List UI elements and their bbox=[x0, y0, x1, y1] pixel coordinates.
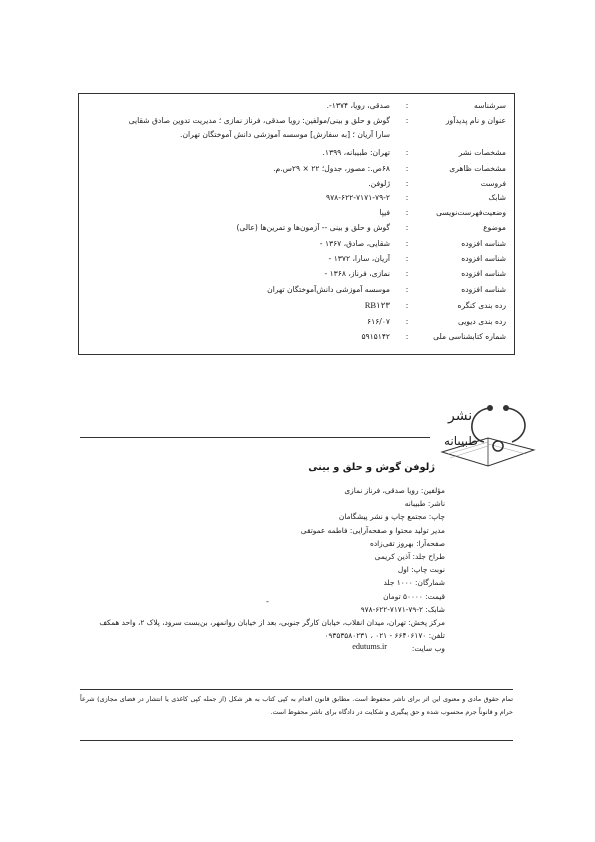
cip-label: مشخصات نشر bbox=[458, 148, 506, 157]
publisher-divider-line bbox=[80, 437, 430, 438]
cip-colon: : bbox=[405, 239, 409, 248]
cip-value: صدقی، رویا، ۱۳۷۴-. bbox=[326, 101, 390, 110]
credit-line: قیمت: ۵۰۰۰۰ تومان bbox=[383, 591, 445, 601]
cip-colon: : bbox=[405, 179, 409, 188]
credit-line: شمارگان: ۱۰۰۰ جلد bbox=[383, 578, 445, 588]
cip-row bbox=[79, 128, 514, 141]
cip-row bbox=[79, 191, 514, 204]
cip-value: موسسه آموزشی دانش‌آموختگان تهران bbox=[267, 285, 390, 294]
dash-mark: - bbox=[266, 597, 269, 606]
cip-value: تهران: طبیبانه، ۱۳۹۹. bbox=[322, 148, 390, 157]
credit-line: چاپ: مجتمع چاپ و نشر پیشگامان bbox=[338, 512, 445, 522]
cip-colon: : bbox=[405, 208, 409, 217]
cip-value: ۶۱۶/۰۷ bbox=[367, 317, 390, 326]
cip-colon: : bbox=[405, 301, 409, 310]
cip-label: شناسه افزوده bbox=[461, 269, 506, 278]
cip-value: ۵۹۱۵۱۴۲ bbox=[361, 332, 390, 341]
cip-colon: : bbox=[405, 116, 409, 125]
cip-value: سارا آریان ؛ [به سفارش] موسسه آموزشی دانش آموختگان تهران. bbox=[180, 130, 390, 139]
cip-value: ژلوفن. bbox=[368, 179, 390, 188]
cip-row bbox=[79, 146, 514, 159]
cip-colon: : bbox=[405, 269, 409, 278]
cip-colon: : bbox=[405, 285, 409, 294]
logo-text-tabibane: طبیبانه bbox=[444, 434, 478, 448]
logo-text-nashr: نشر bbox=[448, 408, 473, 424]
cip-row bbox=[79, 315, 514, 328]
cip-colon: : bbox=[405, 101, 409, 110]
credit-line: تلفن: ۶۶۴۰۶۱۷۰ - ۰۲۱ ، ۰۹۳۵۳۵۸۰۲۳۱ bbox=[324, 631, 445, 641]
cip-value: گوش و حلق و بینی/مولفین: رویا صدقی، فرناز نمازی ؛ مدیریت تدوین صادق شقایی bbox=[128, 116, 390, 125]
cip-label: وضعیت‌فهرست‌نویسی bbox=[436, 208, 506, 217]
cip-value: RB۱۲۳ bbox=[364, 300, 390, 310]
copyright-notice: تمام حقوق مادی و معنوی این اثر برای ناشر محفوظ است. مطابق قانون اقدام به کپی کتاب به هر شکل (از جمله کپی کاغذی یا انتشار در فضای مجازی) شرعاً حرام و قانوناً جرم محسوب شده و حق پیگیری و شکایت در دادگاه برای ناشر محفوظ است. bbox=[80, 695, 513, 716]
cip-label: عنوان و نام پدیدآور bbox=[445, 116, 506, 125]
cip-label: رده بندی دیویی bbox=[457, 317, 506, 326]
cip-value: ۹۷۸-۶۲۲-۷۱۷۱-۷۹-۲ bbox=[326, 193, 390, 202]
cip-row bbox=[79, 299, 514, 312]
credit-line: مرکز پخش: تهران، میدان انقلاب، خیابان کارگر جنوبی، بعد از خیابان روانمهر، بن‌بست سرود، پلاک ۲، واحد همکف bbox=[99, 618, 445, 627]
cip-row bbox=[79, 252, 514, 265]
cip-label: شناسه افزوده bbox=[461, 254, 506, 263]
credit-line: ناشر: طبیبانه bbox=[404, 499, 445, 509]
cip-value: گوش و حلق و بینی -- آزمون‌ها و تمرین‌ها (عالی) bbox=[236, 223, 390, 232]
cataloging-box bbox=[78, 93, 515, 355]
cip-value: آریان، سارا، ۱۳۷۲ - bbox=[328, 254, 390, 263]
credit-line: نوبت چاپ: اول bbox=[397, 565, 445, 575]
cip-colon: : bbox=[405, 254, 409, 263]
cip-row bbox=[79, 206, 514, 219]
cip-label: موضوع bbox=[483, 223, 506, 232]
credit-line: شابک: ۲-۷۹-۷۱۷۱-۶۲۲-۹۷۸ bbox=[360, 604, 445, 614]
cip-label: شماره کتابشناسی ملی bbox=[433, 332, 506, 341]
cip-row bbox=[79, 177, 514, 190]
cip-label: شناسه افزوده bbox=[461, 239, 506, 248]
credit-line: طراح جلد: آذین کریمی bbox=[374, 552, 445, 561]
website-url[interactable]: edutums.ir bbox=[352, 642, 387, 651]
cip-colon: : bbox=[405, 317, 409, 326]
cip-row bbox=[79, 162, 514, 175]
cip-colon: : bbox=[405, 148, 409, 157]
cip-label: شناسه افزوده bbox=[461, 285, 506, 294]
cip-label: فروست bbox=[480, 179, 506, 188]
cip-row bbox=[79, 283, 514, 296]
cip-colon: : bbox=[405, 332, 409, 341]
cip-label: سرشناسه bbox=[474, 101, 506, 110]
credit-line: مدیر تولید محتوا و صفحه‌آرایی: فاطمه عموتقی bbox=[300, 525, 445, 535]
cip-label: مشخصات ظاهری bbox=[449, 164, 506, 173]
cip-value: نمازی، فرناز، ۱۳۶۸ - bbox=[324, 269, 390, 278]
cip-colon: : bbox=[405, 193, 409, 202]
cip-row bbox=[79, 267, 514, 280]
cip-row bbox=[79, 99, 514, 112]
credit-line: مؤلفین: رویا صدقی، فرناز نمازی bbox=[344, 486, 445, 495]
book-title: ژلوفن گوش و حلق و بینی bbox=[308, 462, 435, 473]
copyright-top-line bbox=[80, 689, 513, 690]
cip-colon: : bbox=[405, 164, 409, 173]
cip-row bbox=[79, 221, 514, 234]
cip-row bbox=[79, 237, 514, 250]
credit-line: صفحه‌آرا: بهروز تقی‌زاده bbox=[369, 538, 445, 548]
cip-value: شقایی، صادق، ۱۳۶۷ - bbox=[319, 239, 390, 248]
cip-value: فیپا bbox=[379, 208, 390, 217]
cip-label: شابک bbox=[488, 193, 506, 202]
cip-colon: : bbox=[405, 223, 409, 232]
copyright-bottom-line bbox=[80, 740, 513, 741]
cip-value: ۶۸ص.: مصور، جدول؛ ۲۲ × ۲۹س.م. bbox=[273, 164, 390, 173]
cip-row bbox=[79, 114, 514, 127]
credit-line: وب سایت: bbox=[411, 644, 445, 654]
cip-row bbox=[79, 330, 514, 343]
cip-label: رده بندی کنگره bbox=[457, 301, 506, 310]
